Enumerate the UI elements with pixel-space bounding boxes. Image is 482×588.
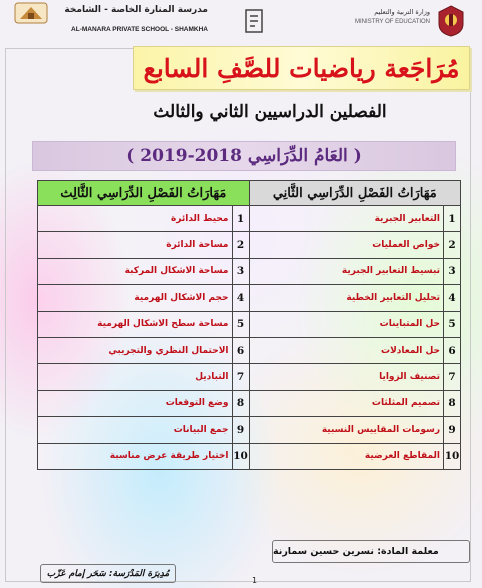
- second-semester-skill: تصنيف الزوايا: [249, 364, 444, 390]
- second-semester-skill: خواص العمليات: [249, 232, 444, 258]
- third-semester-skill: حجم الاشكال الهرمية: [38, 285, 233, 311]
- third-semester-number: 1: [232, 206, 249, 232]
- second-semester-header: مَهَارَاتُ الفَصْلِ الدِّرَاسِي الثَّانِي: [249, 181, 461, 206]
- third-semester-number: 8: [232, 390, 249, 416]
- second-semester-skill: المقاطع العرضية: [249, 443, 444, 469]
- second-semester-number: 9: [444, 417, 461, 443]
- school-name-english: AL-MANARA PRIVATE SCHOOL - SHAMKHA: [71, 26, 208, 33]
- third-semester-number: 6: [232, 337, 249, 363]
- second-semester-skill: تحليل التعابير الخطية: [249, 285, 444, 311]
- second-semester-skill: تبسيط التعابير الجبرية: [249, 258, 444, 284]
- third-semester-skill: مساحة الدائرة: [38, 232, 233, 258]
- third-semester-number: 3: [232, 258, 249, 284]
- teacher-name-box: معلمة المادة: نسرين حسين سمارنة: [272, 540, 470, 563]
- third-semester-number: 10: [232, 443, 249, 469]
- third-semester-skill: مساحة الاشكال المركبة: [38, 258, 233, 284]
- page-number: 1: [252, 576, 258, 585]
- table-row: [38, 364, 461, 390]
- skills-table: [37, 180, 461, 470]
- second-semester-skill: حل المتباينات: [249, 311, 444, 337]
- table-row: [38, 258, 461, 284]
- ministry-name-english: MINISTRY OF EDUCATION: [354, 19, 430, 25]
- third-semester-number: 4: [232, 285, 249, 311]
- table-row: [38, 443, 461, 469]
- principal-name-box: مُدِيرَة المَدْرَسة: سَحَر إمام عَزّب: [40, 564, 176, 583]
- academic-year-bar: [32, 141, 456, 171]
- third-semester-number: 7: [232, 364, 249, 390]
- ministry-emblem-icon: [436, 4, 466, 38]
- second-semester-skill: التعابير الجبرية: [249, 206, 444, 232]
- second-semester-number: 6: [444, 337, 461, 363]
- table-row: [38, 390, 461, 416]
- second-semester-skill: حل المعادلات: [249, 337, 444, 363]
- third-semester-skill: التباديل: [38, 364, 233, 390]
- page-title: مُرَاجَعة رياضيات للصَّفِ السابع: [143, 53, 460, 83]
- second-semester-number: 1: [444, 206, 461, 232]
- school-name-arabic: مدرسة المنارة الخاصة - الشامخة: [64, 5, 208, 15]
- second-semester-number: 10: [444, 443, 461, 469]
- third-semester-skill: جمع البيانات: [38, 417, 233, 443]
- page-subtitle: الفصلين الدراسيين الثاني والثالث: [153, 102, 387, 122]
- table-header-row: [38, 181, 461, 206]
- table-row: [38, 232, 461, 258]
- third-semester-number: 2: [232, 232, 249, 258]
- third-semester-skill: الاحتمال النظري والتجريبي: [38, 337, 233, 363]
- second-semester-number: 8: [444, 390, 461, 416]
- third-semester-skill: وضع التوقعات: [38, 390, 233, 416]
- second-semester-number: 7: [444, 364, 461, 390]
- table-row: [38, 417, 461, 443]
- ministry-mark-icon: [244, 8, 264, 34]
- third-semester-skill: اختيار طريقة عرض مناسبة: [38, 443, 233, 469]
- third-semester-skill: مساحة سطح الاشكال الهرمية: [38, 311, 233, 337]
- third-semester-skill: محيط الدائرة: [38, 206, 233, 232]
- table-row: [38, 311, 461, 337]
- third-semester-header: مَهَارَاتُ الفَصْلِ الدِّرَاسِي الثَّالِث: [38, 181, 250, 206]
- second-semester-skill: رسومات المقاييس النسبية: [249, 417, 444, 443]
- second-semester-number: 4: [444, 285, 461, 311]
- ministry-name-arabic: وزارة التربية والتعليم: [374, 8, 430, 16]
- school-emblem-icon: [14, 2, 48, 24]
- second-semester-skill: تصميم المثلثات: [249, 390, 444, 416]
- third-semester-number: 9: [232, 417, 249, 443]
- table-row: [38, 337, 461, 363]
- third-semester-number: 5: [232, 311, 249, 337]
- table-row: [38, 285, 461, 311]
- title-banner: [133, 46, 470, 90]
- second-semester-number: 3: [444, 258, 461, 284]
- academic-year: ( العَامُ الدِّرَاسِي 2018-2019 ): [126, 146, 362, 166]
- table-row: [38, 206, 461, 232]
- ministry-logo-block: [244, 2, 470, 42]
- second-semester-number: 5: [444, 311, 461, 337]
- second-semester-number: 2: [444, 232, 461, 258]
